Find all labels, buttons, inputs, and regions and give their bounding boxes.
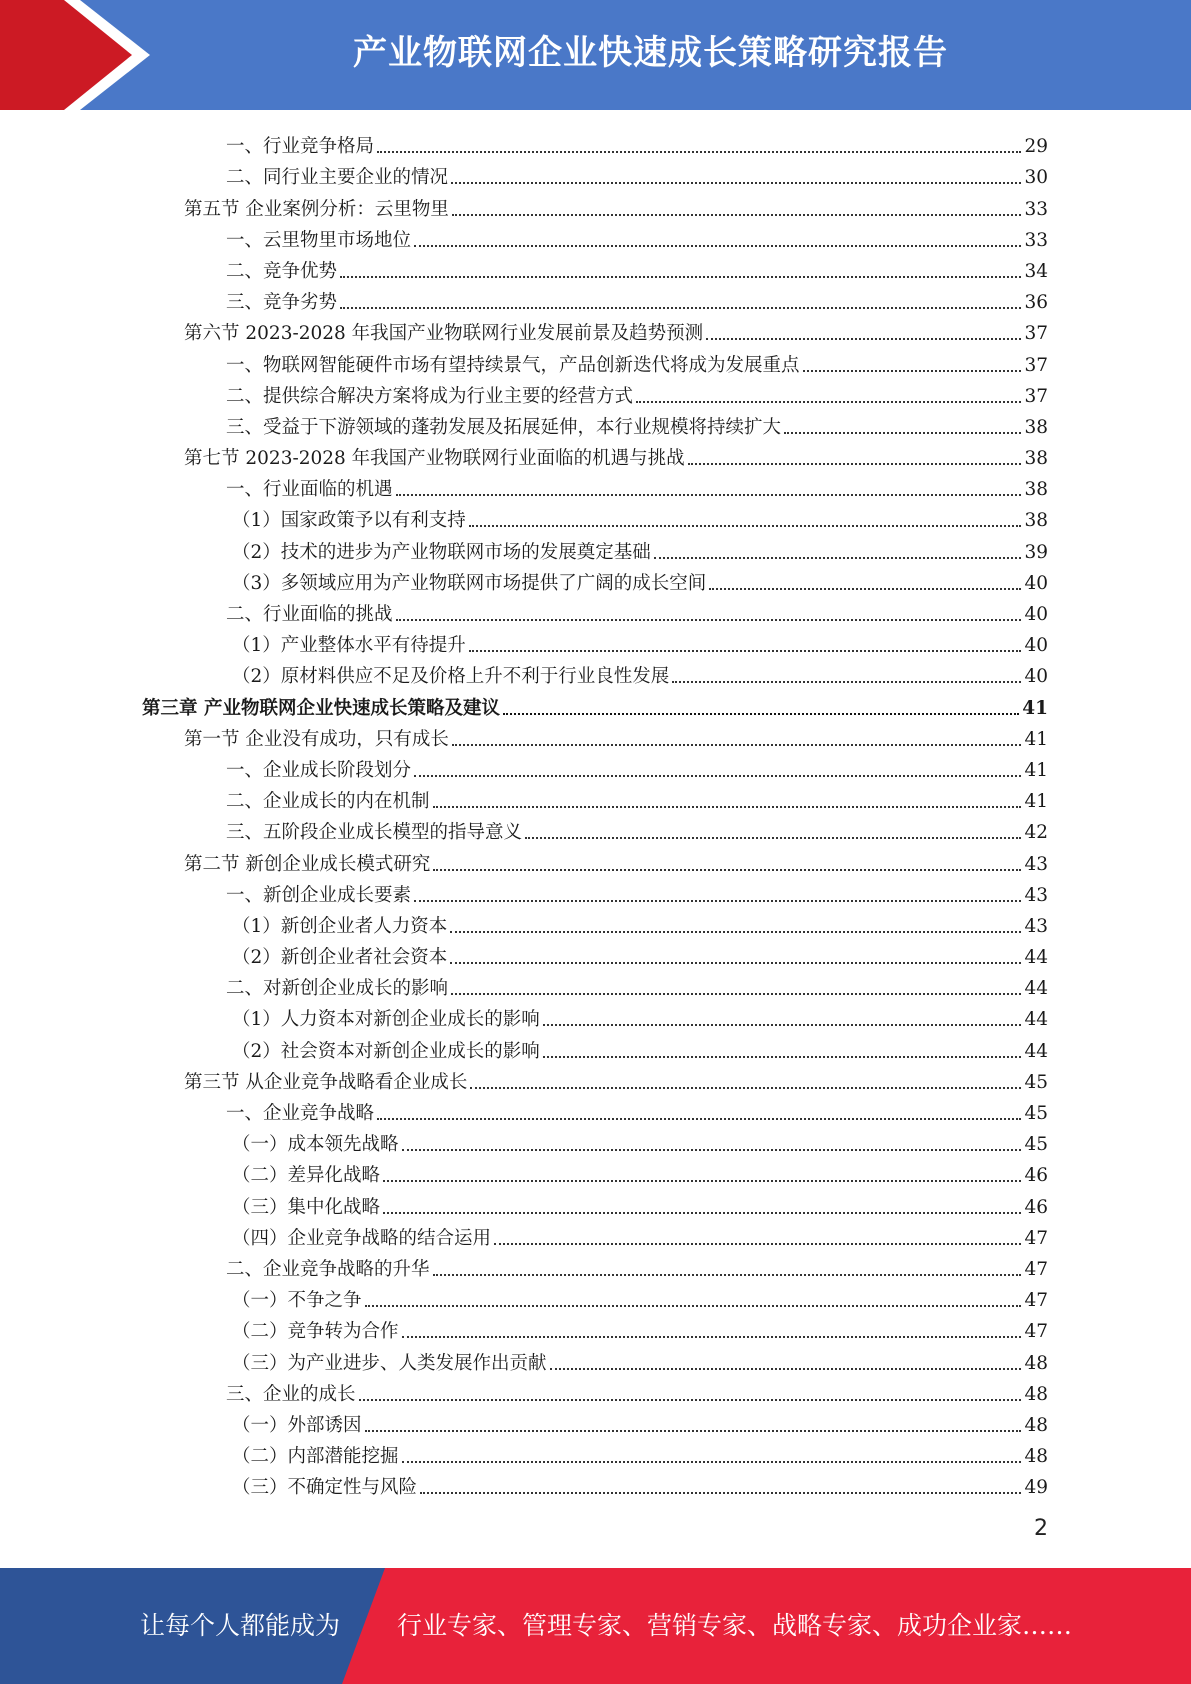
toc-entry-title: （2）新创企业者社会资本 [232,947,448,969]
toc-dot-leader [688,463,1022,465]
toc-entry-title: 第三章 产业物联网企业快速成长策略及建议 [142,697,500,719]
toc-entry-title: 第一节 企业没有成功，只有成长 [184,728,449,750]
toc-dot-leader [396,619,1022,621]
toc-entry-page: 45 [1024,1071,1048,1093]
toc-entry-title: 三、五阶段企业成长模型的指导意义 [226,822,523,844]
toc-entry-title: （一）成本领先战略 [232,1134,399,1156]
toc-entry-title: 一、企业竞争战略 [226,1103,375,1124]
toc-dot-leader [672,681,1021,683]
toc-entry-page: 39 [1024,541,1048,563]
toc-entry-title: 二、竞争优势 [226,260,338,282]
toc-entry-page: 48 [1024,1414,1048,1436]
toc-dot-leader [383,1212,1021,1214]
toc-dot-leader [525,837,1021,839]
toc-dot-leader [709,588,1021,590]
toc-entry-title: 第七节 2023-2028 年我国产业物联网行业面临的机遇与挑战 [184,448,685,470]
page-number: 2 [1034,1516,1048,1541]
toc-entry-title: （三）集中化战略 [232,1196,381,1218]
toc-entry-page: 37 [1024,323,1048,345]
toc-dot-leader [784,432,1021,434]
toc-entry-title: （一）不争之争 [232,1290,362,1312]
toc-entry-page: 44 [1024,1009,1048,1031]
toc-entry-title: 二、行业面临的挑战 [226,604,393,625]
toc-entry[interactable] [142,222,1048,253]
toc-entry[interactable] [142,1032,1048,1063]
toc-entry-page: 38 [1024,479,1048,501]
toc-entry-page: 33 [1024,198,1048,220]
toc-dot-leader [469,525,1022,527]
toc-dot-leader [396,494,1022,496]
toc-entry-page: 37 [1024,354,1048,376]
toc-entry-page: 38 [1024,510,1048,532]
toc-entry[interactable] [142,1064,1048,1095]
toc-entry-page: 30 [1024,167,1048,189]
toc-entry-page: 47 [1024,1290,1048,1312]
toc-entry[interactable] [142,533,1048,564]
toc-entry[interactable] [142,783,1048,814]
toc-entry-page: 33 [1024,229,1048,251]
toc-entry-title: 二、企业竞争战略的升华 [226,1258,430,1280]
toc-entry-page: 43 [1024,915,1048,937]
toc-entry-title: 一、物联网智能硬件市场有望持续景气，产品创新迭代将成为发展重点 [226,354,800,376]
toc-entry-page: 48 [1024,1383,1048,1405]
toc-dot-leader [402,1149,1022,1151]
toc-entry-page: 40 [1024,666,1048,688]
toc-entry[interactable] [142,689,1048,720]
toc-entry-title: 二、企业成长的内在机制 [226,791,430,813]
toc-entry[interactable] [142,128,1048,159]
toc-entry-page: 47 [1024,1258,1048,1280]
toc-dot-leader [383,1180,1021,1182]
toc-entry-page: 44 [1024,947,1048,969]
toc-dot-leader [340,307,1021,309]
toc-entry-page: 46 [1024,1165,1048,1187]
toc-dot-leader [402,1461,1022,1463]
toc-entry-title: （二）差异化战略 [232,1165,381,1187]
toc-entry-page: 41 [1024,759,1048,781]
toc-entry-page: 36 [1024,292,1048,314]
footer-slogan-left: 让每个人都能成为 [140,1611,341,1640]
toc-entry[interactable] [142,1001,1048,1032]
toc-dot-leader [377,1118,1021,1120]
toc-entry-title: （三）不确定性与风险 [232,1477,418,1499]
toc-entry-title: 一、行业竞争格局 [226,136,375,158]
toc-dot-leader [494,1243,1021,1245]
toc-entry[interactable] [142,752,1048,783]
toc-entry-title: （1）产业整体水平有待提升 [232,635,466,657]
toc-entry-page: 49 [1024,1477,1048,1499]
report-title: 产业物联网企业快速成长策略研究报告 [353,33,948,73]
toc-dot-leader [433,869,1021,871]
toc-entry-title: 二、提供综合解决方案将成为行业主要的经营方式 [226,385,634,407]
toc-dot-leader [377,151,1021,153]
toc-entry-page: 43 [1024,853,1048,875]
toc-entry-page: 41 [1024,791,1048,813]
toc-entry-title: 第二节 新创企业成长模式研究 [184,853,431,875]
toc-entry-page: 40 [1024,604,1048,625]
toc-entry[interactable] [142,939,1048,970]
toc-dot-leader [636,401,1021,403]
toc-entry[interactable] [142,440,1048,471]
toc-entry-page: 41 [1024,728,1048,750]
toc-entry[interactable] [142,596,1048,627]
toc-dot-leader [450,931,1021,933]
toc-entry[interactable] [142,721,1048,752]
toc-entry-title: （三）为产业进步、人类发展作出贡献 [232,1352,547,1374]
toc-entry-page: 47 [1024,1321,1048,1343]
toc-entry[interactable] [142,1282,1048,1313]
toc-dot-leader [543,1056,1022,1058]
toc-dot-leader [359,1399,1022,1401]
toc-dot-leader [452,214,1022,216]
toc-entry-page: 37 [1024,385,1048,407]
toc-dot-leader [414,775,1021,777]
toc-dot-leader [706,338,1021,340]
toc-entry-title: 一、行业面临的机遇 [226,479,393,501]
toc-entry[interactable] [142,1438,1048,1469]
toc-dot-leader [402,1336,1022,1338]
toc-dot-leader [503,713,1019,715]
toc-entry-page: 45 [1024,1103,1048,1124]
toc-dot-leader [365,1305,1022,1307]
toc-entry[interactable] [142,284,1048,315]
toc-dot-leader [340,276,1021,278]
toc-entry[interactable] [142,409,1048,440]
toc-entry-title: 二、对新创企业成长的影响 [226,978,449,1000]
toc-entry[interactable] [142,814,1048,845]
table-of-contents [142,128,1048,1500]
toc-entry-title: （一）外部诱因 [232,1414,362,1436]
toc-entry[interactable] [142,1407,1048,1438]
toc-entry-page: 40 [1024,572,1048,594]
toc-entry-title: （2）技术的进步为产业物联网市场的发展奠定基础 [232,541,651,563]
toc-entry[interactable] [142,1344,1048,1375]
header-arrow [0,0,132,110]
toc-entry-page: 44 [1024,978,1048,1000]
toc-entry[interactable] [142,1313,1048,1344]
toc-dot-leader [469,650,1022,652]
toc-entry[interactable] [142,502,1048,533]
toc-entry-page: 29 [1024,136,1048,158]
toc-entry[interactable] [142,1188,1048,1219]
toc-entry-page: 46 [1024,1196,1048,1218]
toc-entry[interactable] [142,190,1048,221]
toc-entry[interactable] [142,658,1048,689]
report-footer [0,1568,1191,1684]
toc-entry-title: （二）竞争转为合作 [232,1321,399,1343]
toc-entry[interactable] [142,565,1048,596]
toc-dot-leader [433,806,1022,808]
toc-dot-leader [654,557,1022,559]
toc-entry-title: 第五节 企业案例分析：云里物里 [184,198,449,220]
toc-entry[interactable] [142,908,1048,939]
toc-entry[interactable] [142,1095,1048,1126]
toc-entry-page: 41 [1022,697,1048,719]
toc-entry-title: 三、竞争劣势 [226,292,338,314]
toc-entry-title: （1）新创企业者人力资本 [232,915,448,937]
toc-entry[interactable] [142,1251,1048,1282]
toc-entry[interactable] [142,159,1048,190]
toc-dot-leader [433,1274,1022,1276]
toc-dot-leader [543,1024,1022,1026]
toc-dot-leader [451,182,1021,184]
toc-entry-title: （四）企业竞争战略的结合运用 [232,1227,492,1249]
toc-entry-title: 三、受益于下游领域的蓬勃发展及拓展延伸，本行业规模将持续扩大 [226,416,782,438]
toc-entry[interactable] [142,346,1048,377]
toc-entry-page: 38 [1024,448,1048,470]
toc-entry[interactable] [142,315,1048,346]
toc-entry-page: 45 [1024,1134,1048,1156]
toc-entry[interactable] [142,378,1048,409]
footer-slogan-right: 行业专家、管理专家、营销专家、战略专家、成功企业家…… [397,1611,1073,1640]
toc-dot-leader [452,744,1022,746]
toc-entry-page: 40 [1024,635,1048,657]
toc-entry[interactable] [142,471,1048,502]
toc-dot-leader [451,993,1021,995]
toc-entry-title: （3）多领域应用为产业物联网市场提供了广阔的成长空间 [232,572,707,594]
toc-entry-page: 44 [1024,1040,1048,1062]
toc-entry-title: 二、同行业主要企业的情况 [226,167,449,189]
toc-entry[interactable] [142,877,1048,908]
toc-entry-page: 48 [1024,1352,1048,1374]
toc-dot-leader [414,900,1021,902]
toc-entry-title: 第三节 从企业竞争战略看企业成长 [184,1071,468,1093]
toc-dot-leader [450,962,1021,964]
toc-entry[interactable] [142,253,1048,284]
toc-entry[interactable] [142,1220,1048,1251]
toc-entry-title: 一、企业成长阶段划分 [226,759,412,781]
toc-entry-title: （1）国家政策予以有利支持 [232,510,466,532]
toc-entry-title: 一、新创企业成长要素 [226,884,412,906]
toc-entry-page: 38 [1024,416,1048,438]
toc-entry[interactable] [142,1157,1048,1188]
toc-dot-leader [470,1087,1021,1089]
report-header [0,0,1191,110]
toc-dot-leader [803,370,1022,372]
toc-entry-title: 第六节 2023-2028 年我国产业物联网行业发展前景及趋势预测 [184,323,704,345]
toc-entry[interactable] [142,970,1048,1001]
toc-entry-title: 三、企业的成长 [226,1383,356,1405]
toc-entry[interactable] [142,845,1048,876]
toc-entry-title: （2）原材料供应不足及价格上升不利于行业良性发展 [232,666,670,688]
toc-entry[interactable] [142,627,1048,658]
toc-dot-leader [365,1430,1022,1432]
toc-entry-page: 42 [1024,822,1048,844]
toc-entry-page: 34 [1024,260,1048,282]
toc-entry-page: 47 [1024,1227,1048,1249]
toc-entry-title: 一、云里物里市场地位 [226,229,412,251]
toc-dot-leader [414,245,1021,247]
toc-entry-page: 43 [1024,884,1048,906]
toc-entry[interactable] [142,1469,1048,1500]
toc-entry-title: （1）人力资本对新创企业成长的影响 [232,1009,540,1031]
toc-dot-leader [420,1492,1021,1494]
toc-entry-title: （二）内部潜能挖掘 [232,1446,399,1468]
toc-dot-leader [550,1368,1022,1370]
toc-entry[interactable] [142,1376,1048,1407]
toc-entry-page: 48 [1024,1446,1048,1468]
toc-entry-title: （2）社会资本对新创企业成长的影响 [232,1040,540,1062]
toc-entry[interactable] [142,1126,1048,1157]
